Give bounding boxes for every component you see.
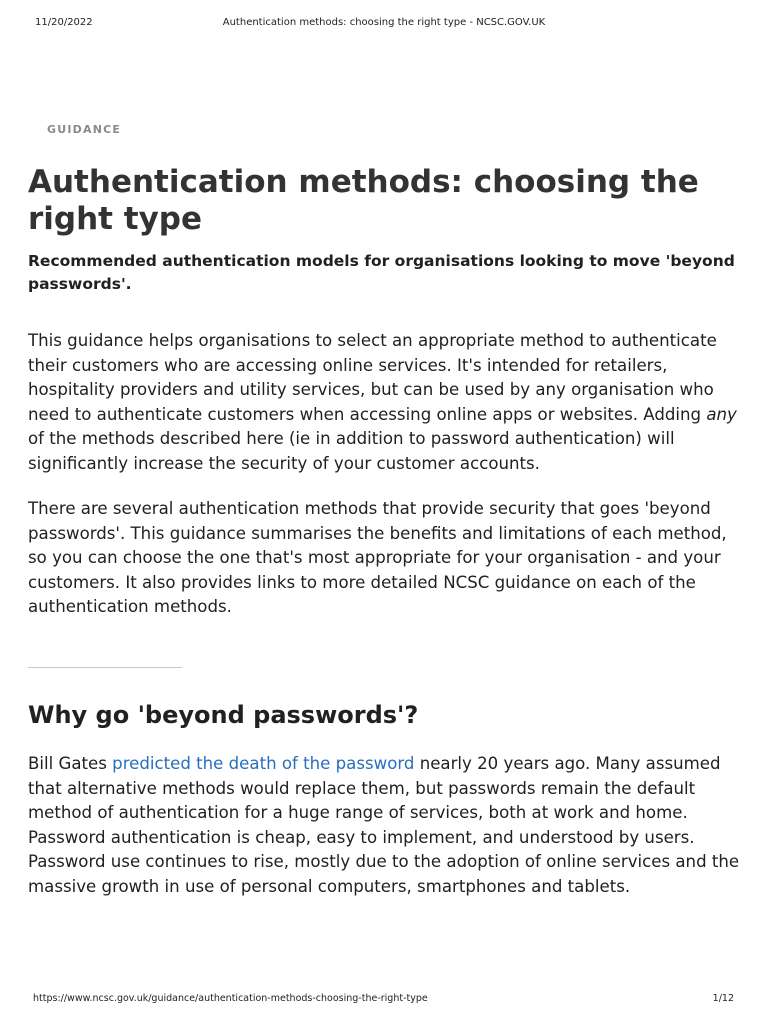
page-number: 1/12 [712, 993, 734, 1004]
article-summary: Recommended authentication models for organisations looking to move 'beyond passwords'. [28, 252, 735, 293]
intro-emphasis: any [706, 404, 737, 424]
print-date: 11/20/2022 [35, 17, 93, 28]
overview-paragraph: There are several authentication methods that provide security that goes 'beyond passwords'. This guidance summarises the benefits and limitations of each method, so you can choose the one that's most appropriate for your organisation - and your customers. It also provides links to more detailed NCSC guidance on each of the authentication methods. [28, 499, 727, 617]
footer-url: https://www.ncsc.gov.uk/guidance/authentication-methods-choosing-the-right-type [33, 993, 428, 1004]
section-divider [28, 667, 182, 668]
intro-paragraph [28, 329, 748, 477]
section-text-end: nearly 20 years ago. Many assumed that alternative methods would replace them, but passwords remain the default method of authentication for a huge range of services, both at work and home. Password authentication is cheap, easy to implement, and understood by users. Password use continues to rise, mostly due to the adoption of online services and the massive growth in use of personal computers, smartphones and tablets. [28, 754, 740, 896]
print-footer [0, 993, 768, 1007]
print-header [0, 17, 768, 31]
password-death-link[interactable]: predicted the death of the password [112, 754, 415, 773]
page-title: Authentication methods: choosing the right type [28, 164, 699, 237]
content-type-label: GUIDANCE [47, 123, 122, 136]
section-heading: Why go 'beyond passwords'? [28, 701, 419, 729]
section-text-start: Bill Gates [28, 754, 113, 773]
intro-text-end: of the methods described here (ie in addition to password authentication) will significantly increase the security of your customer accounts. [28, 429, 675, 473]
print-page-title: Authentication methods: choosing the right type - NCSC.GOV.UK [222, 17, 546, 28]
intro-text-start: This guidance helps organisations to select an appropriate method to authenticate their customers who are accessing online services. It's intended for retailers, hospitality providers and utility services, but can be used by any organisation who need to authenticate customers when accessing online apps or websites. Adding [28, 331, 717, 424]
section-paragraph [28, 752, 748, 900]
